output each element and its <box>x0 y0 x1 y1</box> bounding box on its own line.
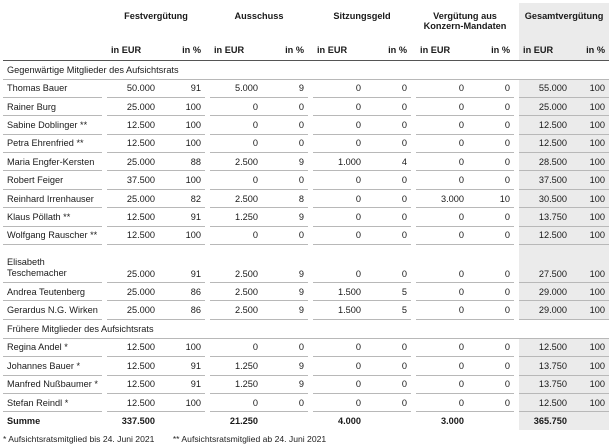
unit-header-row <box>3 41 609 60</box>
member-name: Rainer Burg <box>3 97 102 115</box>
cell-value: 25.000 <box>107 153 159 171</box>
cell-value: 0 <box>313 338 365 356</box>
cell-value: 88 <box>159 153 205 171</box>
cell-value: 0 <box>365 393 411 411</box>
cell-value: 0 <box>416 301 468 319</box>
cell-value: 0 <box>468 97 514 115</box>
member-name: Petra Ehrenfried ** <box>3 134 102 152</box>
member-name: Stefan Reindl * <box>3 393 102 411</box>
header-konzern-mandate: Vergütung aus Konzern-Mandaten <box>423 11 507 31</box>
cell-value: 0 <box>365 375 411 393</box>
cell-value: 0 <box>262 116 308 134</box>
cell-value: 0 <box>210 393 262 411</box>
member-name: Reinhard Irrenhauser <box>3 189 102 207</box>
cell-value: 3.000 <box>441 416 465 427</box>
cell-value: 0 <box>313 375 365 393</box>
cell-value: 1.000 <box>313 153 365 171</box>
cell-value: 0 <box>468 245 514 283</box>
cell-value: 9 <box>262 245 308 283</box>
cell-value: 0 <box>210 134 262 152</box>
cell-value: 0 <box>365 226 411 244</box>
cell-value: 0 <box>365 208 411 226</box>
cell-value: 0 <box>468 357 514 375</box>
unit-pct: in % <box>468 41 514 60</box>
total-row <box>3 412 609 430</box>
cell-value: 2.500 <box>210 283 262 301</box>
cell-value: 0 <box>416 393 468 411</box>
cell-value: 100 <box>159 116 205 134</box>
table-row <box>3 301 609 319</box>
cell-value: 37.500 <box>107 171 159 189</box>
cell-value: 13.750 <box>519 375 571 393</box>
cell-value: 27.500 <box>519 245 571 283</box>
cell-value: 12.500 <box>519 116 571 134</box>
cell-value: 100 <box>159 134 205 152</box>
cell-value: 12.500 <box>107 338 159 356</box>
cell-value: 86 <box>159 301 205 319</box>
cell-value: 10 <box>468 189 514 207</box>
cell-value: 100 <box>571 283 609 301</box>
member-name: Sabine Doblinger ** <box>3 116 102 134</box>
cell-value: 25.000 <box>107 283 159 301</box>
cell-value <box>468 412 514 430</box>
cell-value: 0 <box>416 171 468 189</box>
table-row <box>3 116 609 134</box>
member-name: Johannes Bauer * <box>3 357 102 375</box>
cell-value: 0 <box>365 116 411 134</box>
group-header-row <box>3 3 609 41</box>
cell-value <box>262 412 308 430</box>
cell-value: 0 <box>262 97 308 115</box>
cell-value: 0 <box>416 79 468 97</box>
cell-value: 91 <box>159 245 205 283</box>
header-sitzungsgeld: Sitzungsgeld <box>333 11 391 21</box>
cell-value: 12.500 <box>107 357 159 375</box>
cell-value: 100 <box>571 338 609 356</box>
cell-value: 13.750 <box>519 357 571 375</box>
member-name: Andrea Teutenberg <box>3 283 102 301</box>
cell-value: 25.000 <box>107 301 159 319</box>
cell-value: 0 <box>313 226 365 244</box>
cell-value: 30.500 <box>519 189 571 207</box>
cell-value: 91 <box>159 208 205 226</box>
cell-value: 0 <box>313 116 365 134</box>
header-gesamtverguetung: Gesamtvergütung <box>519 3 609 41</box>
cell-value: 50.000 <box>107 79 159 97</box>
cell-value: 0 <box>210 226 262 244</box>
cell-value: 0 <box>365 357 411 375</box>
cell-value: 100 <box>159 226 205 244</box>
cell-value: 1.250 <box>210 208 262 226</box>
cell-value: 100 <box>571 79 609 97</box>
cell-value: 0 <box>262 226 308 244</box>
member-name: Regina Andel * <box>3 338 102 356</box>
cell-value: 100 <box>571 393 609 411</box>
cell-value: 2.500 <box>210 245 262 283</box>
cell-value: 9 <box>262 375 308 393</box>
cell-value: 0 <box>416 208 468 226</box>
cell-value: 0 <box>365 134 411 152</box>
unit-eur: in EUR <box>210 41 262 60</box>
cell-value: 2.500 <box>210 189 262 207</box>
cell-value: 12.500 <box>519 226 571 244</box>
cell-value: 13.750 <box>519 208 571 226</box>
cell-value: 0 <box>416 245 468 283</box>
cell-value: 0 <box>313 134 365 152</box>
table-row <box>3 171 609 189</box>
unit-pct: in % <box>365 41 411 60</box>
cell-value: 0 <box>313 97 365 115</box>
cell-value: 0 <box>210 338 262 356</box>
member-name: Wolfgang Rauscher ** <box>3 226 102 244</box>
cell-value: 9 <box>262 79 308 97</box>
cell-value: 100 <box>571 357 609 375</box>
member-name: Robert Feiger <box>3 171 102 189</box>
cell-value: 55.000 <box>519 79 571 97</box>
section-title: Frühere Mitglieder des Aufsichtsrats <box>3 319 519 338</box>
cell-value: 0 <box>416 97 468 115</box>
cell-value: 0 <box>416 283 468 301</box>
cell-value: 86 <box>159 283 205 301</box>
cell-value: 0 <box>365 338 411 356</box>
compensation-table <box>3 3 609 430</box>
cell-value: 0 <box>468 338 514 356</box>
cell-value <box>365 412 411 430</box>
cell-value: 91 <box>159 79 205 97</box>
cell-value: 0 <box>313 357 365 375</box>
cell-value: 0 <box>262 134 308 152</box>
unit-eur: in EUR <box>416 41 468 60</box>
cell-value: 12.500 <box>107 375 159 393</box>
cell-value: 0 <box>313 189 365 207</box>
cell-value: 5 <box>365 283 411 301</box>
table-row <box>3 153 609 171</box>
cell-value <box>571 412 609 430</box>
cell-value: 91 <box>159 375 205 393</box>
table-row <box>3 79 609 97</box>
cell-value: 0 <box>468 208 514 226</box>
cell-value: 100 <box>159 393 205 411</box>
section-title: Gegenwärtige Mitglieder des Aufsichtsrats <box>3 60 519 79</box>
unit-pct: in % <box>571 41 609 60</box>
cell-value: 9 <box>262 357 308 375</box>
unit-eur: in EUR <box>313 41 365 60</box>
cell-value: 5 <box>365 301 411 319</box>
cell-value <box>159 412 205 430</box>
cell-value: 100 <box>571 245 609 283</box>
cell-value: 100 <box>571 171 609 189</box>
table-row <box>3 226 609 244</box>
cell-value: 12.500 <box>519 393 571 411</box>
cell-value: 100 <box>571 375 609 393</box>
cell-value: 28.500 <box>519 153 571 171</box>
member-name: Klaus Pöllath ** <box>3 208 102 226</box>
table-row <box>3 245 609 283</box>
cell-value: 1.500 <box>313 301 365 319</box>
cell-value: 0 <box>365 189 411 207</box>
cell-value: 0 <box>416 134 468 152</box>
cell-value: 12.500 <box>519 338 571 356</box>
cell-value: 0 <box>468 153 514 171</box>
cell-value: 9 <box>262 301 308 319</box>
cell-value: 1.250 <box>210 357 262 375</box>
cell-value: 0 <box>313 171 365 189</box>
cell-value: 8 <box>262 189 308 207</box>
cell-value: 0 <box>416 226 468 244</box>
cell-value: 0 <box>313 208 365 226</box>
cell-value: 29.000 <box>519 301 571 319</box>
table-row <box>3 357 609 375</box>
cell-value: 12.500 <box>107 134 159 152</box>
cell-value: 12.500 <box>107 208 159 226</box>
cell-value: 0 <box>210 97 262 115</box>
cell-value: 100 <box>571 116 609 134</box>
cell-value: 0 <box>468 116 514 134</box>
cell-value: 0 <box>468 79 514 97</box>
cell-value: 0 <box>416 357 468 375</box>
cell-value: 0 <box>365 79 411 97</box>
cell-value: 9 <box>262 208 308 226</box>
cell-value: 0 <box>365 245 411 283</box>
cell-value: 12.500 <box>107 393 159 411</box>
cell-value: 100 <box>571 153 609 171</box>
cell-value: 12.500 <box>107 116 159 134</box>
member-name: Summe <box>7 416 41 427</box>
cell-value: 0 <box>468 283 514 301</box>
table-row <box>3 134 609 152</box>
cell-value: 0 <box>262 393 308 411</box>
member-name: Manfred Nußbaumer * <box>3 375 102 393</box>
cell-value: 0 <box>468 134 514 152</box>
cell-value: 0 <box>468 301 514 319</box>
unit-pct: in % <box>262 41 308 60</box>
cell-value: 37.500 <box>519 171 571 189</box>
cell-value: 0 <box>365 171 411 189</box>
cell-value: 0 <box>313 245 365 283</box>
member-name: Thomas Bauer <box>3 79 102 97</box>
cell-value: 0 <box>313 393 365 411</box>
cell-value: 1.500 <box>313 283 365 301</box>
cell-value: 0 <box>468 226 514 244</box>
table-row <box>3 283 609 301</box>
cell-value: 0 <box>468 375 514 393</box>
cell-value: 0 <box>416 338 468 356</box>
cell-value: 0 <box>262 171 308 189</box>
cell-value: 0 <box>210 116 262 134</box>
cell-value: 100 <box>571 208 609 226</box>
cell-value: 91 <box>159 357 205 375</box>
cell-value: 4 <box>365 153 411 171</box>
cell-value: 337.500 <box>121 416 155 427</box>
cell-value: 1.250 <box>210 375 262 393</box>
section-header <box>3 60 609 79</box>
cell-value: 0 <box>416 375 468 393</box>
cell-value: 0 <box>313 79 365 97</box>
cell-value: 12.500 <box>519 134 571 152</box>
section-header <box>3 319 609 338</box>
member-name: Maria Engfer-Kersten <box>3 153 102 171</box>
cell-value: 100 <box>571 134 609 152</box>
cell-value: 5.000 <box>210 79 262 97</box>
cell-value: 100 <box>571 189 609 207</box>
cell-value: 100 <box>159 97 205 115</box>
cell-value: 100 <box>571 226 609 244</box>
member-name: Elisabeth Teschemacher <box>3 245 102 283</box>
cell-value: 0 <box>416 153 468 171</box>
cell-value: 0 <box>262 338 308 356</box>
table-row <box>3 393 609 411</box>
footnote-former: * Aufsichtsratsmitglied bis 24. Juni 2021 <box>3 433 155 444</box>
cell-value: 25.000 <box>107 97 159 115</box>
cell-value: 9 <box>262 283 308 301</box>
unit-eur: in EUR <box>107 41 159 60</box>
cell-value: 25.000 <box>519 97 571 115</box>
table-row <box>3 375 609 393</box>
footnote-new: ** Aufsichtsratsmitglied ab 24. Juni 2021 <box>172 433 327 444</box>
table-row <box>3 338 609 356</box>
cell-value: 100 <box>159 171 205 189</box>
cell-value: 0 <box>210 171 262 189</box>
cell-value: 0 <box>365 97 411 115</box>
cell-value: 9 <box>262 153 308 171</box>
cell-value: 25.000 <box>107 189 159 207</box>
table-row <box>3 189 609 207</box>
cell-value: 29.000 <box>519 283 571 301</box>
cell-value: 3.000 <box>416 189 468 207</box>
header-festverguetung: Festvergütung <box>124 11 188 21</box>
table-row <box>3 97 609 115</box>
cell-value: 12.500 <box>107 226 159 244</box>
header-ausschuss: Ausschuss <box>234 11 284 21</box>
footnotes <box>3 434 612 444</box>
cell-value: 0 <box>468 393 514 411</box>
member-name: Gerardus N.G. Wirken <box>3 301 102 319</box>
table-row <box>3 208 609 226</box>
unit-pct: in % <box>159 41 205 60</box>
cell-value: 21.250 <box>229 416 258 427</box>
cell-value: 100 <box>571 301 609 319</box>
cell-value: 0 <box>468 171 514 189</box>
cell-value: 4.000 <box>338 416 361 427</box>
cell-value: 365.750 <box>519 412 571 430</box>
cell-value: 25.000 <box>107 245 159 283</box>
cell-value: 100 <box>571 97 609 115</box>
cell-value: 82 <box>159 189 205 207</box>
cell-value: 0 <box>416 116 468 134</box>
unit-eur: in EUR <box>519 41 571 60</box>
cell-value: 2.500 <box>210 153 262 171</box>
cell-value: 2.500 <box>210 301 262 319</box>
cell-value: 100 <box>159 338 205 356</box>
